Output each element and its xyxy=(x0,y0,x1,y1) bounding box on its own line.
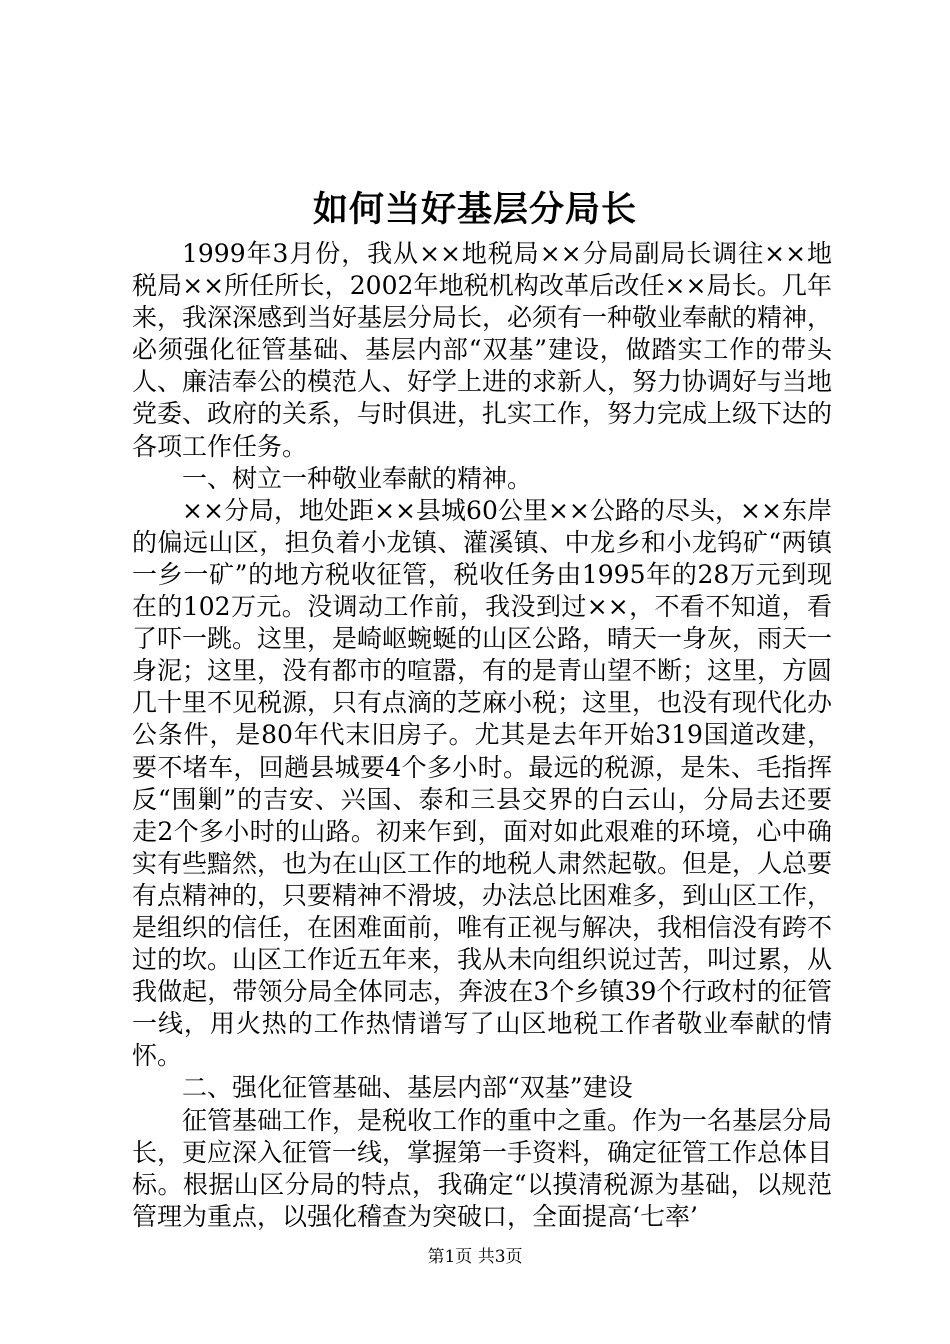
document-body xyxy=(132,238,832,1233)
document-title: 如何当好基层分局长 xyxy=(312,189,637,230)
page-footer: 第1页 共3页 xyxy=(427,1247,523,1267)
section-heading-1: 一、树立一种敬业奉献的精神。 xyxy=(182,463,533,493)
section-heading-2: 二、强化征管基础、基层内部“双基”建设 xyxy=(182,1073,633,1103)
paragraph-intro: 1999年3月份，我从××地税局××分局副局长调往××地税局××所任所长，2002年地税机构改革后改任××局长。几年来，我深深感到当好基层分局长，必须有一种敬业奉献的精神，必须强化征管基础、基层内部“双基”建设，做踏实工作的带头人、廉洁奉公的模范人、好学上进的求新人，努力协调好与当地党委、政府的关系，与时俱进，扎实工作，努力完成上级下达的各项工作任务。 xyxy=(132,239,833,461)
paragraph-section-1: ××分局，地处距××县城60公里××公路的尽头，××东岸的偏远山区，担负着小龙镇、灌溪镇、中龙乡和小龙钨矿“两镇一乡一矿”的地方税收征管，税收任务由1995年的28万元到现在的102万元。没调动工作前，我没到过××，不看不知道，看了吓一跳。这里，是崎岖蜿蜒的山区公路，晴天一身灰，雨天一身泥；这里，没有都市的喧嚣，有的是青山望不断；这里，方圆几十里不见税源，只有点滴的芝麻小税；这里，也没有现代化办公条件，是80年代末旧房子。尤其是去年开始319国道改建，要不堵车，回趟县城要4个多小时。最远的税源，是朱、毛指挥反“围剿”的吉安、兴国、泰和三县交界的白云山，分局去还要走2个多小时的山路。初来乍到，面对如此艰难的环境，心中确实有些黯然，也为在山区工作的地税人肃然起敬。但是，人总要有点精神的，只要精神不滑坡，办法总比困难多，到山区工作，是组织的信任，在困难面前，唯有正视与解决，我相信没有跨不过的坎。山区工作近五年来，我从未向组织说过苦，叫过累，从我做起，带领分局全体同志，奔波在3个乡镇39个行政村的征管一线，用火热的工作热情谱写了山区地税工作者敬业奉献的情怀。 xyxy=(132,495,833,1071)
paragraph-section-2: 征管基础工作，是税收工作的重中之重。作为一名基层分局长，更应深入征管一线，掌握第一手资料，确定征管工作总体目标。根据山区分局的特点，我确定“以摸清税源为基础，以规范管理为重点，以强化稽查为突破口，全面提高‘七率’ xyxy=(132,1105,833,1231)
